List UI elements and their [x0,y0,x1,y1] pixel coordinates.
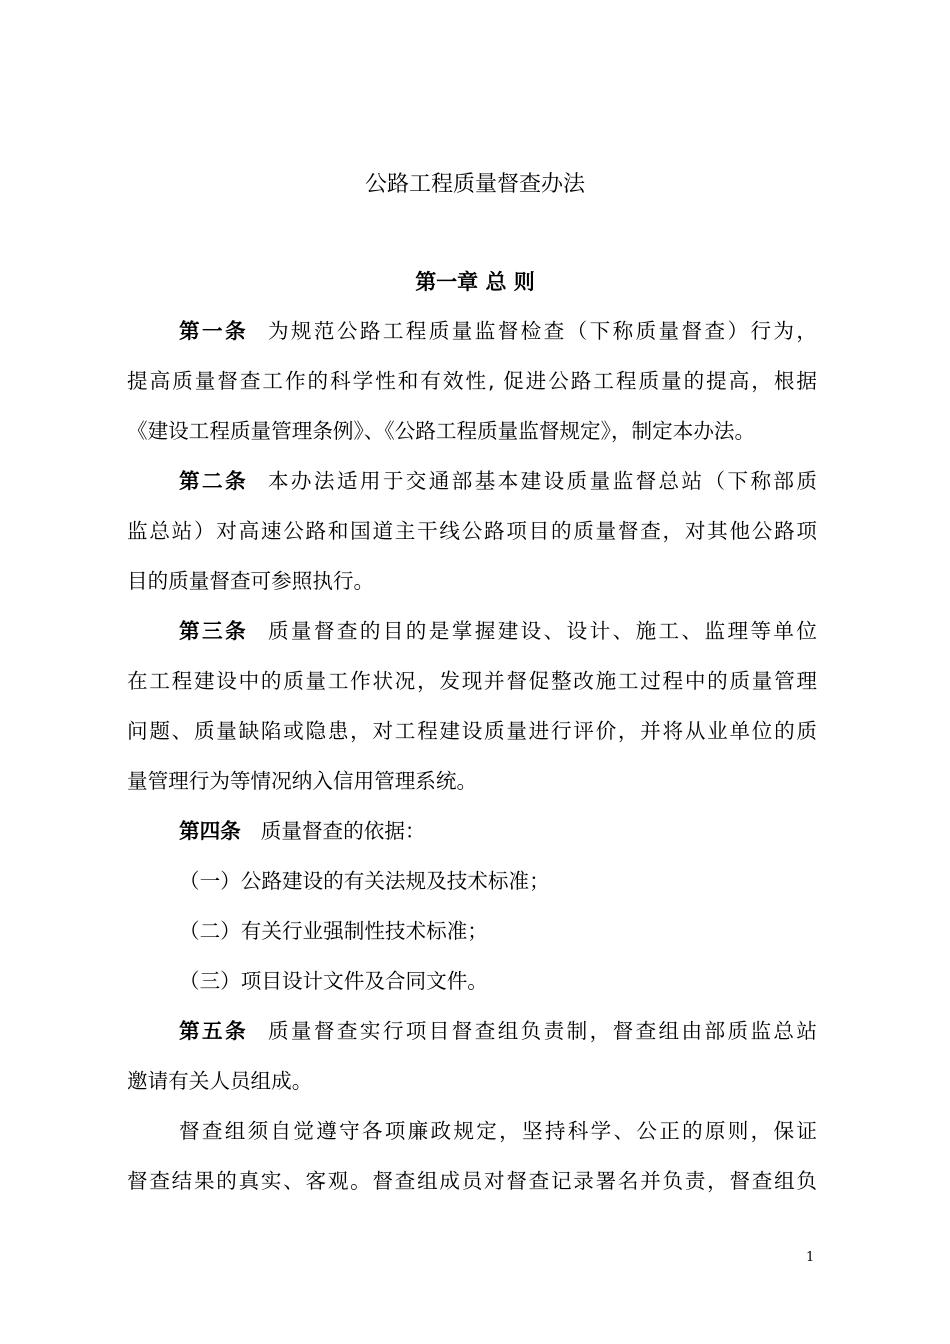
article-3-line-1 [127,606,817,656]
article-4-item-1: （一）公路建设的有关法规及技术标准； [179,869,550,893]
page-number: 1 [806,1250,815,1265]
chapter-heading: 第一章 总 则 [415,270,535,294]
article-2-line-1 [127,456,817,506]
article-1-line-3: 《建设工程质量管理条例》、《公路工程质量监督规定》，制定本办法。 [127,419,756,443]
article-1-label: 第一条 [179,319,248,343]
document-body [127,306,817,1206]
article-4-line-1 [127,806,817,856]
article-1 [127,306,817,456]
article-2-text-1: 本办法适用于交通部基本建设质量监督总站（下称部质 [267,469,818,493]
article-3-line-4: 量管理行为等情况纳入信用管理系统。 [127,769,478,793]
article-4-item-3: （三）项目设计文件及合同文件。 [179,969,488,993]
article-4-label: 第四条 [179,819,241,843]
article-5-text-1: 质量督查实行项目督查组负责制，督查组由部质监总站 [267,1019,818,1043]
article-5-label: 第五条 [179,1019,248,1043]
article-3-label: 第三条 [179,619,248,643]
article-4 [127,806,817,1006]
article-1-line-2: 提高质量督查工作的科学性和有效性, 促进公路工程质量的提高，根据 [127,369,817,393]
document-title: 公路工程质量督查办法 [364,172,585,197]
article-3-text-1: 质量督查的目的是掌握建设、设计、施工、监理等单位 [267,619,818,643]
article-5-line-2: 邀请有关人员组成。 [127,1069,313,1093]
article-1-line-1 [127,306,817,356]
article-5-para2-line-2: 督查结果的真实、客观。督查组成员对督查记录署名并负责，督查组负 [127,1169,817,1193]
article-2 [127,456,817,606]
article-4-text-1: 质量督查的依据： [260,819,426,843]
article-3-line-2: 在工程建设中的质量工作状况，发现并督促整改施工过程中的质量管理 [127,669,817,693]
article-2-label: 第二条 [179,469,248,493]
article-5 [127,1006,817,1206]
article-2-line-3: 目的质量督查可参照执行。 [127,569,375,593]
article-3-line-3: 问题、质量缺陷或隐患，对工程建设质量进行评价，并将从业单位的质 [127,719,817,743]
article-5-para2-line-1: 督查组须自觉遵守各项廉政规定，坚持科学、公正的原则，保证 [179,1119,817,1143]
article-4-item-2: （二）有关行业强制性技术标准； [179,919,488,943]
article-1-text-1: 为规范公路工程质量监督检查（下称质量督查）行为， [267,319,818,343]
article-5-line-1 [127,1006,817,1056]
article-2-line-2: 监总站）对高速公路和国道主干线公路项目的质量督查，对其他公路项 [127,519,817,543]
article-3 [127,606,817,806]
